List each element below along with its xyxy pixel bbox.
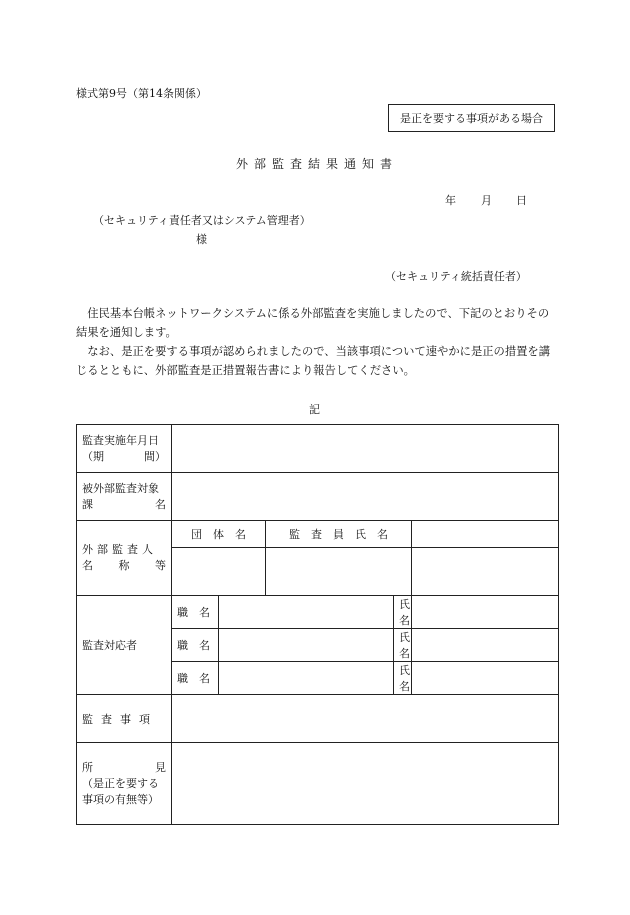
auditor-line2 bbox=[82, 558, 166, 574]
name-value-1[interactable] bbox=[412, 596, 559, 629]
date-day: 日 bbox=[516, 194, 527, 207]
label-target bbox=[77, 473, 172, 521]
condition-box bbox=[388, 104, 555, 132]
value-findings[interactable] bbox=[172, 743, 559, 825]
row-auditor-header bbox=[77, 521, 559, 548]
value-items[interactable] bbox=[172, 695, 559, 743]
auditor-line2b: 称 bbox=[118, 559, 130, 572]
name-label-3: 氏 名 bbox=[394, 662, 412, 695]
label-auditor bbox=[77, 521, 172, 596]
audit-date-line2 bbox=[82, 449, 166, 465]
value-audit-date[interactable] bbox=[172, 425, 559, 473]
auditor-line2a: 名 bbox=[82, 559, 93, 572]
value-auditor-names[interactable] bbox=[266, 548, 412, 596]
audit-result-table bbox=[76, 424, 559, 825]
date-year: 年 bbox=[445, 194, 456, 207]
paragraph-1: 住民基本台帳ネットワークシステムに係る外部監査を実施しましたので、下記のとおりその結果を通知します。 bbox=[76, 307, 550, 339]
value-target[interactable] bbox=[172, 473, 559, 521]
findings-line1b: 見 bbox=[155, 760, 166, 774]
ki-heading: 記 bbox=[309, 403, 320, 416]
target-line1: 被外部監査対象 bbox=[82, 481, 159, 495]
post-label-2: 職 名 bbox=[172, 629, 219, 662]
name-value-2[interactable] bbox=[412, 629, 559, 662]
header-auditor-names: 監 査 員 氏 名 bbox=[266, 521, 412, 548]
paragraph-2: なお、是正を要する事項が認められましたので、当該事項について速やかに是正の措置を講じるとともに、外部監査是正措置報告書により報告してください。 bbox=[76, 345, 551, 377]
post-value-2[interactable] bbox=[219, 629, 394, 662]
label-responder bbox=[77, 596, 172, 695]
responder-label: 監査対応者 bbox=[82, 639, 137, 652]
label-audit-date bbox=[77, 425, 172, 473]
audit-date-line2a: （期 bbox=[82, 449, 104, 463]
document-title: 外部監査結果通知書 bbox=[236, 157, 399, 171]
name-label-1: 氏 名 bbox=[394, 596, 412, 629]
header-group-name: 団 体 名 bbox=[172, 521, 266, 548]
row-target bbox=[77, 473, 559, 521]
items-label: 監査事項 bbox=[82, 712, 158, 726]
row-findings bbox=[77, 743, 559, 825]
row-responder-1 bbox=[77, 596, 559, 629]
post-value-3[interactable] bbox=[219, 662, 394, 695]
name-value-3[interactable] bbox=[412, 662, 559, 695]
post-value-1[interactable] bbox=[219, 596, 394, 629]
name-label-2: 氏 名 bbox=[394, 629, 412, 662]
findings-line3: 事項の有無等） bbox=[82, 792, 159, 806]
row-items bbox=[77, 695, 559, 743]
value-group-name[interactable] bbox=[172, 548, 266, 596]
auditor-line2c: 等 bbox=[155, 559, 166, 572]
label-items bbox=[77, 695, 172, 743]
target-line2b: 名 bbox=[155, 497, 166, 511]
auditor-line1: 外部監査人 bbox=[82, 543, 157, 556]
row-audit-date bbox=[77, 425, 559, 473]
target-line2a: 課 bbox=[82, 497, 93, 511]
body-text bbox=[76, 304, 558, 380]
findings-line1 bbox=[82, 760, 166, 776]
audit-date-line1: 監査実施年月日 bbox=[82, 433, 159, 447]
target-line2 bbox=[82, 497, 166, 513]
form-number: 様式第9号（第14条関係） bbox=[76, 87, 207, 100]
addressee-honorific: 様 bbox=[196, 233, 207, 246]
findings-line2: （是正を要する bbox=[82, 776, 159, 790]
addressee-role: （セキュリティ責任者又はシステム管理者） bbox=[93, 214, 311, 227]
date-month: 月 bbox=[481, 194, 492, 207]
label-findings bbox=[77, 743, 172, 825]
header-blank bbox=[412, 521, 559, 548]
sender-role: （セキュリティ統括責任者） bbox=[385, 270, 527, 283]
audit-date-line2b: 間） bbox=[144, 449, 166, 463]
post-label-3: 職 名 bbox=[172, 662, 219, 695]
post-label-1: 職 名 bbox=[172, 596, 219, 629]
value-auditor-extra[interactable] bbox=[412, 548, 559, 596]
condition-text: 是正を要する事項がある場合 bbox=[400, 112, 543, 125]
findings-line1a: 所 bbox=[82, 760, 93, 774]
